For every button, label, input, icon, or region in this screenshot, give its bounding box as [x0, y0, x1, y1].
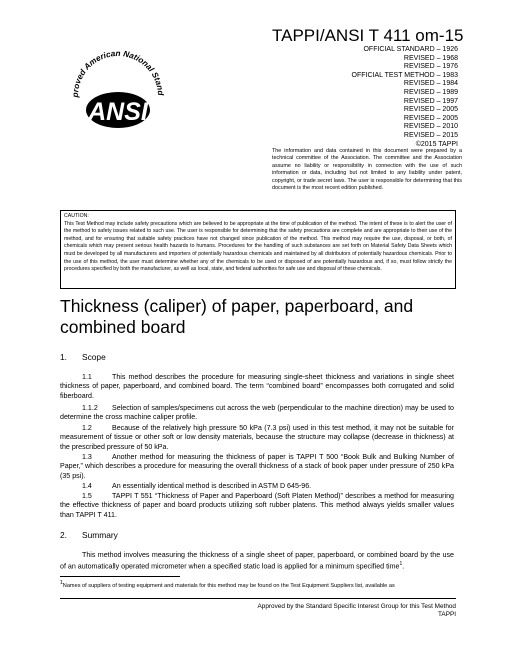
footer-approval: [258, 603, 456, 620]
revision-line: REVISED – 1984: [403, 80, 458, 88]
section-title: Scope: [82, 352, 106, 362]
paragraph-number: 1.1: [82, 373, 92, 381]
section-title: Summary: [82, 530, 118, 540]
paragraph-text: This method involves measuring the thickness of a single sheet of paper, paperboard, or combined board by the use of an automatically operated micrometer when a specified static load is applied for a minimum specified time: [60, 551, 454, 571]
paragraph-1-1: [60, 373, 454, 401]
revision-line: REVISED – 1989: [403, 88, 458, 96]
revision-line: REVISED – 1968: [403, 54, 458, 62]
revision-line: REVISED – 2015: [403, 131, 458, 139]
caution-label: CAUTION:: [64, 213, 89, 219]
paragraph-2-summary: This method involves measuring the thickness of a single sheet of paper, paperboard, or combined board by the use of an automatically operated micrometer when a specified static load is applied for a minimum specified time$^1$.: [60, 551, 454, 571]
footer-divider: [60, 598, 456, 599]
caution-box: [60, 210, 456, 289]
section-heading-summary: [60, 530, 118, 540]
revision-line: REVISED – 1976: [403, 63, 458, 71]
liability-notice: The information and data contained in this document were prepared by a technical committee of the Association. The committee and the Association assume no liability or responsibility in connection with the use of such information or data, including but not limited to any liability under patent, copyright, or trade secret laws. The user is responsible for determining that this document is the most recent edition published.: [272, 148, 462, 192]
paragraph-text: This method describes the procedure for measuring single-sheet thickness and variations in single sheet thickness of paper, paperboard, and combined board. The term “combined board” encompasses both corrugated and solid fiberboard.: [60, 373, 454, 400]
revision-line: REVISED – 2005: [403, 114, 458, 122]
logo-mark-text: ANSI: [88, 98, 148, 126]
section-heading-scope: [60, 352, 106, 362]
paragraph-text: An essentially identical method is described in ASTM D 645-96.: [112, 482, 312, 490]
revision-history: [352, 46, 458, 149]
paragraph-1-2: [60, 424, 454, 452]
paragraph-number: 1.1.2: [82, 404, 98, 412]
footnote-divider: [60, 576, 180, 577]
paragraph-text: Because of the relatively high pressure 50 kPa (7.3 psi) used in this test method, it may not be suitable for measurement of tissue or other soft or low density materials, because the structure may collapse (decrease in thickness) at the prescribed pressure of 50 kPa.: [60, 424, 454, 451]
footnote-ref: 1: [399, 561, 403, 568]
paragraph-1-1-2: [60, 404, 454, 423]
caution-text: This Test Method may include safety precautions which are believed to be appropriate at the time of publication of the method. The intent of these is to alert the user of the method to safety issues related to such use. The user is responsible for determining that the safety precautions are complete and are appropriate to their use of the method, and for ensuring that suitable safety practices have not changed since publication of the method. This method may require the use, disposal, or both, of chemicals which may present serious health hazards to humans. Procedures for the handling of such substances are set forth on Material Safety Data Sheets which must be developed by all manufacturers and importers of potentially hazardous chemicals and maintained by all distributors of potentially hazardous chemicals. Prior to the use of this method, the user must determine whether any of the chemicals to be used or disposed of are potentially hazardous and, if so, must follow strictly the procedures specified by both the manufacturer, as well as local, state, and federal authorities for safe use and disposal of these chemicals.: [64, 220, 452, 273]
footnote-text: Names of suppliers of testing equipment and materials for this method may be found on the Test Equipment Suppliers list, available as: [62, 582, 395, 589]
paragraph-number: 1.2: [82, 424, 92, 432]
footnote-mark: 1: [60, 580, 63, 586]
revision-line: REVISED – 2005: [403, 106, 458, 114]
revision-line: REVISED – 2010: [403, 123, 458, 131]
revision-line: OFFICIAL STANDARD – 1926: [363, 46, 458, 53]
footnote: [60, 580, 460, 589]
revision-line: REVISED – 1997: [403, 97, 458, 105]
paragraph-text: TAPPI T 551 “Thickness of Paper and Paperboard (Soft Platen Method)” describes a method for measuring the effective thickness of paper and board products utilizing soft rubber platens. This method always yields smaller values than TAPPI T 411.: [60, 492, 454, 519]
svg-text:Approved American National Sta: [62, 34, 165, 98]
document-title: Thickness (caliper) of paper, paperboard, and combined board: [60, 296, 414, 337]
ansi-logo: [62, 34, 174, 146]
paragraph-1-5: [60, 492, 454, 520]
paragraph-number: 1.5: [82, 492, 92, 500]
paragraph-1-3: [60, 453, 454, 481]
section-number: 1.: [60, 352, 67, 362]
approval-org: TAPPI: [438, 611, 456, 619]
revision-line: ©2015 TAPPI: [415, 140, 458, 148]
paragraph-text: Another method for measuring the thickness of paper is TAPPI T 500 “Book Bulk and Bulking Number of Paper,” which describes a procedure for measuring the overall thickness of a stack of book paper under pressure of 250 kPa (35 psi).: [60, 453, 454, 480]
logo-arc-text: proved American National Stand: [70, 48, 166, 98]
standard-title: TAPPI/ANSI T 411 om-15: [272, 26, 464, 45]
approval-line: Approved by the Standard Specific Interest Group for this Test Method: [257, 603, 456, 610]
paragraph-number: 1.4: [82, 482, 92, 490]
paragraph-1-4: [60, 482, 454, 491]
revision-line: OFFICIAL TEST METHOD – 1983: [351, 71, 458, 79]
paragraph-number: 1.3: [82, 453, 92, 461]
section-number: 2.: [60, 530, 67, 540]
paragraph-text: Selection of samples/specimens cut across the web (perpendicular to the machine direction) may be used to determine the cross machine caliper profile.: [60, 404, 454, 422]
